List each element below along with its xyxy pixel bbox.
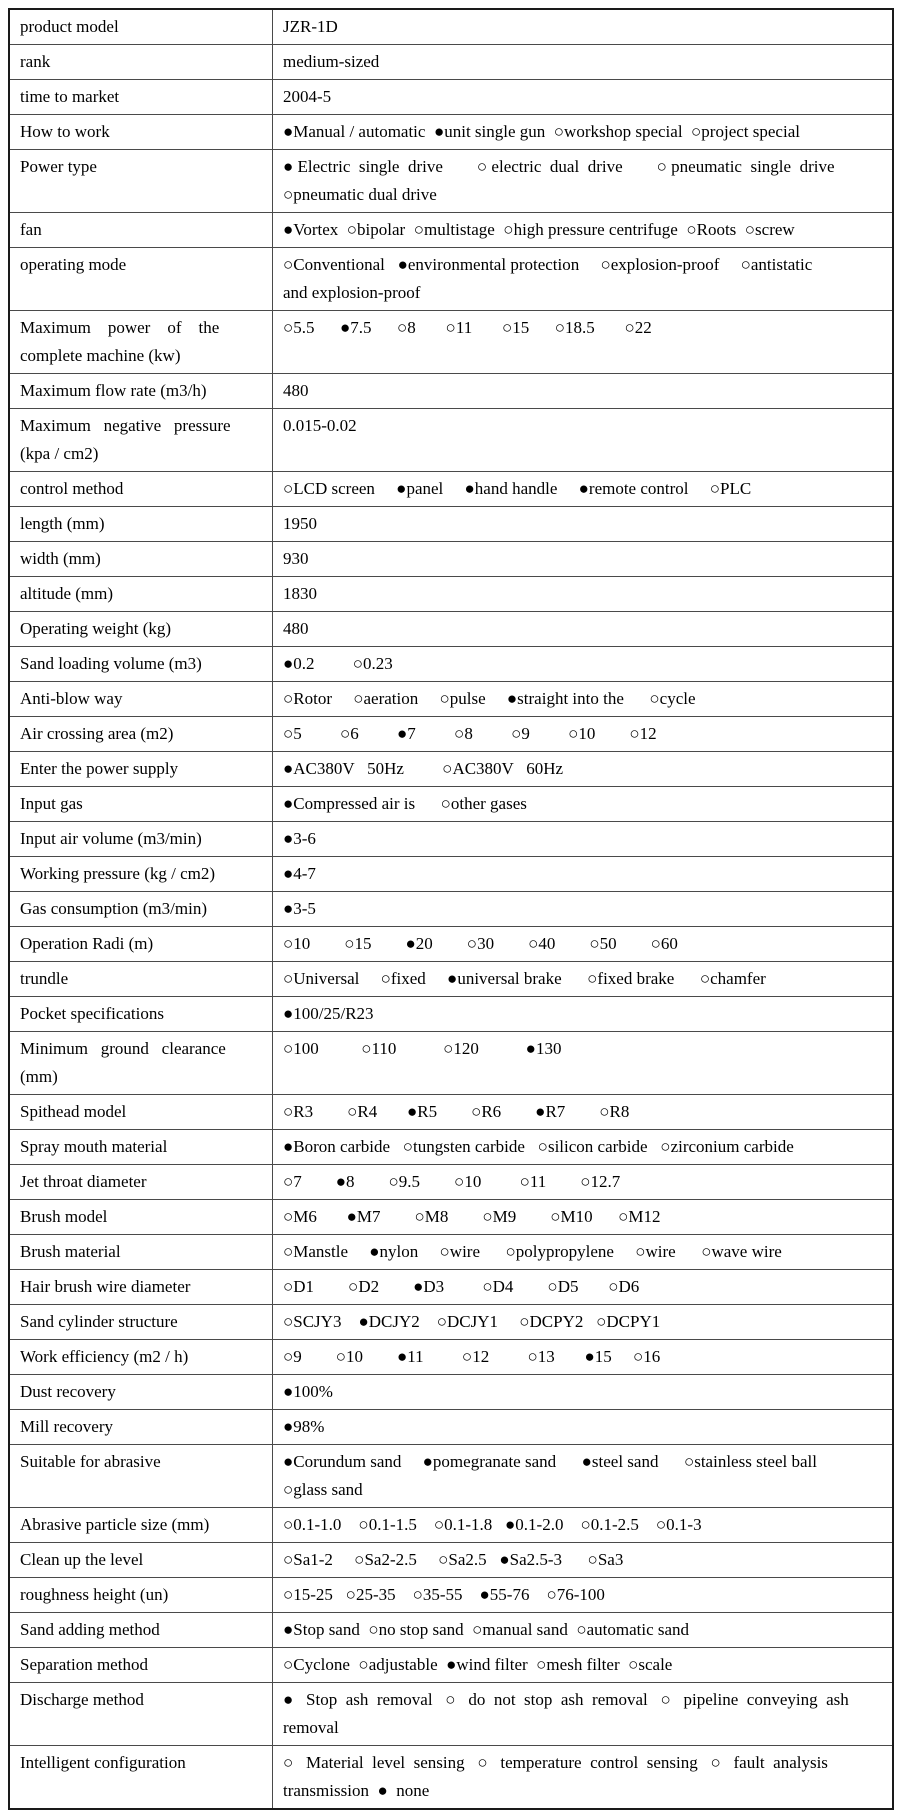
spec-value: ●4-7 <box>273 857 894 892</box>
spec-label: Maximum negative pressure (kpa / cm2) <box>9 409 273 472</box>
spec-label: Enter the power supply <box>9 752 273 787</box>
spec-row <box>9 857 893 892</box>
spec-row <box>9 1095 893 1130</box>
spec-value: 480 <box>273 374 894 409</box>
spec-value: ●AC380V 50Hz ○AC380V 60Hz <box>273 752 894 787</box>
spec-row <box>9 752 893 787</box>
spec-row <box>9 1613 893 1648</box>
spec-value: ●Manual / automatic ●unit single gun ○workshop special ○project special <box>273 115 894 150</box>
spec-value: ●0.2 ○0.23 <box>273 647 894 682</box>
spec-row <box>9 472 893 507</box>
spec-value: ●100% <box>273 1375 894 1410</box>
spec-row <box>9 647 893 682</box>
spec-label: Intelligent configuration <box>9 1746 273 1810</box>
spec-label: Maximum power of the complete machine (kw) <box>9 311 273 374</box>
spec-row <box>9 1032 893 1095</box>
spec-value: ●3-5 <box>273 892 894 927</box>
spec-row <box>9 409 893 472</box>
spec-value: JZR-1D <box>273 9 894 45</box>
spec-label: Spithead model <box>9 1095 273 1130</box>
spec-value: ●Compressed air is ○other gases <box>273 787 894 822</box>
spec-value: ○Cyclone ○adjustable ●wind filter ○mesh filter ○scale <box>273 1648 894 1683</box>
spec-value: ○5 ○6 ●7 ○8 ○9 ○10 ○12 <box>273 717 894 752</box>
spec-row <box>9 997 893 1032</box>
spec-row <box>9 1746 893 1810</box>
spec-label: control method <box>9 472 273 507</box>
spec-label: Spray mouth material <box>9 1130 273 1165</box>
spec-row <box>9 787 893 822</box>
spec-row <box>9 1130 893 1165</box>
spec-table-body <box>9 9 893 1809</box>
spec-row <box>9 1305 893 1340</box>
spec-row <box>9 248 893 311</box>
spec-value: ○9 ○10 ●11 ○12 ○13 ●15 ○16 <box>273 1340 894 1375</box>
spec-label: length (mm) <box>9 507 273 542</box>
spec-row <box>9 1200 893 1235</box>
spec-value: medium-sized <box>273 45 894 80</box>
spec-value: ● Electric single drive ○ electric dual drive ○ pneumatic single drive ○pneumatic dual drive <box>273 150 894 213</box>
product-spec-table <box>8 8 894 1810</box>
spec-label: Discharge method <box>9 1683 273 1746</box>
spec-label: Working pressure (kg / cm2) <box>9 857 273 892</box>
spec-value: ○5.5 ●7.5 ○8 ○11 ○15 ○18.5 ○22 <box>273 311 894 374</box>
spec-row <box>9 213 893 248</box>
spec-label: trundle <box>9 962 273 997</box>
spec-row <box>9 1445 893 1508</box>
spec-value: ○D1 ○D2 ●D3 ○D4 ○D5 ○D6 <box>273 1270 894 1305</box>
spec-row <box>9 1235 893 1270</box>
spec-value: ○Conventional ●environmental protection ○explosion-proof ○antistatic and explosion-proof <box>273 248 894 311</box>
spec-row <box>9 1270 893 1305</box>
spec-row <box>9 374 893 409</box>
spec-row <box>9 542 893 577</box>
spec-label: Sand adding method <box>9 1613 273 1648</box>
spec-label: Dust recovery <box>9 1375 273 1410</box>
spec-label: Maximum flow rate (m3/h) <box>9 374 273 409</box>
spec-value: 2004-5 <box>273 80 894 115</box>
spec-value: ○R3 ○R4 ●R5 ○R6 ●R7 ○R8 <box>273 1095 894 1130</box>
spec-row <box>9 150 893 213</box>
spec-label: Gas consumption (m3/min) <box>9 892 273 927</box>
spec-value: ● Stop ash removal ○ do not stop ash removal ○ pipeline conveying ash removal <box>273 1683 894 1746</box>
spec-row <box>9 1578 893 1613</box>
spec-row <box>9 822 893 857</box>
spec-label: Brush material <box>9 1235 273 1270</box>
spec-label: fan <box>9 213 273 248</box>
spec-value: 1950 <box>273 507 894 542</box>
spec-label: Sand cylinder structure <box>9 1305 273 1340</box>
spec-row <box>9 577 893 612</box>
spec-value: ○Rotor ○aeration ○pulse ●straight into the ○cycle <box>273 682 894 717</box>
spec-value: ○ Material level sensing ○ temperature control sensing ○ fault analysis transmission ● none <box>273 1746 894 1810</box>
spec-row <box>9 1375 893 1410</box>
spec-row <box>9 45 893 80</box>
spec-label: Operating weight (kg) <box>9 612 273 647</box>
spec-value: ●Boron carbide ○tungsten carbide ○silicon carbide ○zirconium carbide <box>273 1130 894 1165</box>
spec-row <box>9 1543 893 1578</box>
spec-label: Abrasive particle size (mm) <box>9 1508 273 1543</box>
spec-value: ●3-6 <box>273 822 894 857</box>
spec-row <box>9 1165 893 1200</box>
spec-value: ●Vortex ○bipolar ○multistage ○high pressure centrifuge ○Roots ○screw <box>273 213 894 248</box>
spec-label: Clean up the level <box>9 1543 273 1578</box>
spec-value: ○LCD screen ●panel ●hand handle ●remote control ○PLC <box>273 472 894 507</box>
spec-label: Operation Radi (m) <box>9 927 273 962</box>
spec-label: Suitable for abrasive <box>9 1445 273 1508</box>
spec-value: ●100/25/R23 <box>273 997 894 1032</box>
spec-value: 0.015-0.02 <box>273 409 894 472</box>
spec-value: ○Manstle ●nylon ○wire ○polypropylene ○wire ○wave wire <box>273 1235 894 1270</box>
spec-label: Power type <box>9 150 273 213</box>
spec-label: Separation method <box>9 1648 273 1683</box>
spec-value: 1830 <box>273 577 894 612</box>
spec-value: ●Stop sand ○no stop sand ○manual sand ○automatic sand <box>273 1613 894 1648</box>
spec-value: ○M6 ●M7 ○M8 ○M9 ○M10 ○M12 <box>273 1200 894 1235</box>
spec-label: width (mm) <box>9 542 273 577</box>
spec-label: How to work <box>9 115 273 150</box>
spec-label: Hair brush wire diameter <box>9 1270 273 1305</box>
spec-label: Sand loading volume (m3) <box>9 647 273 682</box>
spec-row <box>9 115 893 150</box>
spec-value: ○SCJY3 ●DCJY2 ○DCJY1 ○DCPY2 ○DCPY1 <box>273 1305 894 1340</box>
spec-row <box>9 1508 893 1543</box>
spec-label: altitude (mm) <box>9 577 273 612</box>
spec-label: time to market <box>9 80 273 115</box>
spec-label: operating mode <box>9 248 273 311</box>
spec-row <box>9 612 893 647</box>
spec-label: Mill recovery <box>9 1410 273 1445</box>
spec-label: product model <box>9 9 273 45</box>
spec-label: roughness height (un) <box>9 1578 273 1613</box>
spec-row <box>9 1648 893 1683</box>
spec-row <box>9 507 893 542</box>
spec-row <box>9 927 893 962</box>
spec-value: 480 <box>273 612 894 647</box>
spec-label: Jet throat diameter <box>9 1165 273 1200</box>
spec-value: ○10 ○15 ●20 ○30 ○40 ○50 ○60 <box>273 927 894 962</box>
spec-row <box>9 1410 893 1445</box>
spec-label: rank <box>9 45 273 80</box>
spec-label: Work efficiency (m2 / h) <box>9 1340 273 1375</box>
spec-row <box>9 9 893 45</box>
spec-row <box>9 962 893 997</box>
spec-label: Minimum ground clearance (mm) <box>9 1032 273 1095</box>
spec-value: ○7 ●8 ○9.5 ○10 ○11 ○12.7 <box>273 1165 894 1200</box>
spec-value: ●98% <box>273 1410 894 1445</box>
spec-row <box>9 311 893 374</box>
spec-row <box>9 682 893 717</box>
spec-value: ○Universal ○fixed ●universal brake ○fixed brake ○chamfer <box>273 962 894 997</box>
spec-row <box>9 1340 893 1375</box>
spec-label: Pocket specifications <box>9 997 273 1032</box>
spec-row <box>9 892 893 927</box>
spec-label: Input air volume (m3/min) <box>9 822 273 857</box>
spec-row <box>9 1683 893 1746</box>
spec-value: ●Corundum sand ●pomegranate sand ●steel sand ○stainless steel ball ○glass sand <box>273 1445 894 1508</box>
spec-label: Anti-blow way <box>9 682 273 717</box>
spec-value: ○Sa1-2 ○Sa2-2.5 ○Sa2.5 ●Sa2.5-3 ○Sa3 <box>273 1543 894 1578</box>
spec-value: 930 <box>273 542 894 577</box>
spec-row <box>9 80 893 115</box>
spec-value: ○15-25 ○25-35 ○35-55 ●55-76 ○76-100 <box>273 1578 894 1613</box>
spec-label: Input gas <box>9 787 273 822</box>
spec-value: ○100 ○110 ○120 ●130 <box>273 1032 894 1095</box>
spec-label: Air crossing area (m2) <box>9 717 273 752</box>
spec-value: ○0.1-1.0 ○0.1-1.5 ○0.1-1.8 ●0.1-2.0 ○0.1-2.5 ○0.1-3 <box>273 1508 894 1543</box>
spec-row <box>9 717 893 752</box>
spec-label: Brush model <box>9 1200 273 1235</box>
